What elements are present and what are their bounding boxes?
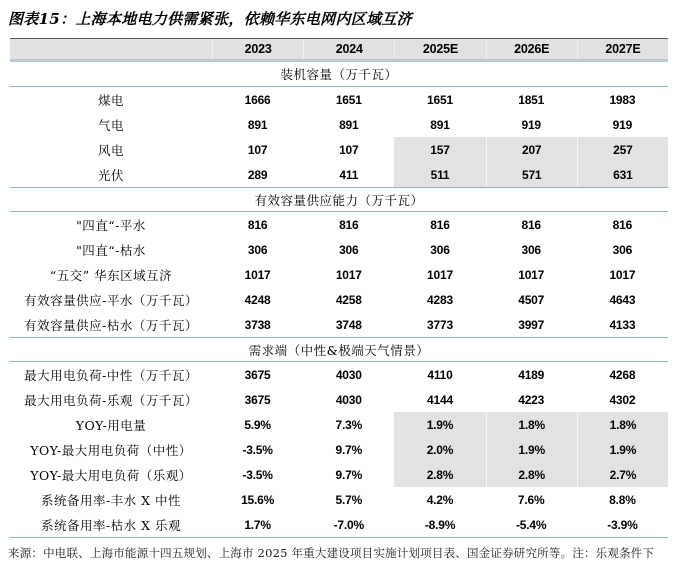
value-cell: 1666 (244, 92, 271, 107)
value-cell: 1.9% (394, 412, 485, 437)
row-label: YOY-最大用电负荷（乐观） (30, 467, 192, 483)
value-cell: -3.9% (607, 517, 638, 532)
value-cell: 1.9% (486, 437, 577, 462)
report-figure (0, 8, 694, 561)
value-cell: 1017 (609, 267, 636, 282)
table-row (10, 287, 668, 312)
value-cell: 4110 (427, 367, 453, 382)
table-row (10, 262, 668, 287)
table-row (10, 137, 668, 162)
value-cell: 9.7% (335, 467, 363, 482)
column-header-2026e: 2026E (486, 39, 577, 59)
value-cell: 257 (577, 137, 668, 162)
value-cell: 816 (612, 217, 633, 232)
table-row (10, 437, 668, 462)
value-cell: 5.9% (244, 417, 271, 432)
value-cell: 4258 (335, 292, 362, 307)
value-cell: 3773 (427, 317, 453, 332)
value-cell: 1.8% (577, 412, 668, 437)
column-header-2023: 2023 (212, 39, 303, 59)
value-cell: 816 (247, 217, 268, 232)
column-header-2024: 2024 (303, 39, 394, 59)
figure-title: 图表15：上海本地电力供需紧张，依赖华东电网内区域互济 (8, 10, 412, 28)
value-cell: 1017 (427, 267, 453, 282)
value-cell: 1651 (335, 92, 362, 107)
value-cell: 816 (430, 217, 450, 232)
value-cell: 4030 (335, 367, 362, 382)
value-cell: 15.6% (241, 492, 275, 507)
value-cell: 306 (521, 242, 541, 257)
table-row (10, 412, 668, 437)
section-header: 装机容量（万千瓦） (10, 62, 668, 87)
table-row (10, 112, 668, 137)
value-cell: 2.8% (394, 462, 485, 487)
value-cell: 411 (339, 167, 359, 182)
value-cell: 2.0% (394, 437, 485, 462)
value-cell: 4223 (518, 392, 545, 407)
value-cell: 1017 (244, 267, 271, 282)
value-cell: 4144 (427, 392, 453, 407)
value-cell: 306 (339, 242, 359, 257)
section-header: 需求端（中性&极端天气情景） (10, 337, 668, 362)
value-cell: 919 (612, 117, 633, 132)
table-row (10, 512, 668, 537)
value-cell: 3997 (518, 317, 545, 332)
value-cell: 511 (394, 162, 485, 187)
table-body (10, 62, 668, 537)
value-cell: 1.9% (577, 437, 668, 462)
value-cell: 306 (430, 242, 450, 257)
row-label: YOY-用电量 (75, 417, 147, 433)
row-label: 系统备用率-枯水 X 乐观 (40, 517, 182, 533)
value-cell: 1651 (427, 92, 453, 107)
value-cell: 3748 (335, 317, 362, 332)
row-label: 系统备用率-丰水 X 中性 (40, 492, 182, 508)
value-cell: 4643 (609, 292, 636, 307)
row-label: “五交” 华东区域互济 (49, 267, 173, 283)
value-cell: 1.8% (486, 412, 577, 437)
row-label: 最大用电负荷-中性（万千瓦） (24, 367, 198, 383)
value-cell: 2.8% (486, 462, 577, 487)
table-row (10, 312, 668, 337)
row-label: 气电 (97, 117, 124, 133)
row-label: 光伏 (97, 167, 124, 183)
value-cell: 2.7% (577, 462, 668, 487)
table-row (10, 462, 668, 487)
value-cell: 891 (247, 117, 268, 132)
row-label: YOY-最大用电负荷（中性） (30, 442, 192, 458)
value-cell: 3675 (244, 392, 271, 407)
value-cell: 4268 (609, 367, 636, 382)
value-cell: -3.5% (242, 442, 273, 457)
row-label: 最大用电负荷-乐观（万千瓦） (24, 392, 198, 408)
value-cell: 816 (339, 217, 359, 232)
table-header-row (10, 38, 668, 62)
row-label: "四直“-枯水 (76, 242, 146, 258)
value-cell: 4248 (244, 292, 271, 307)
value-cell: 1851 (518, 92, 545, 107)
value-cell: 306 (247, 242, 268, 257)
section-header: 有效容量供应能力（万千瓦） (10, 187, 668, 212)
value-cell: 4283 (427, 292, 453, 307)
value-cell: 5.7% (335, 492, 363, 507)
value-cell: 4189 (518, 367, 545, 382)
table-row (10, 212, 668, 237)
value-cell: 107 (339, 142, 359, 157)
column-header-2025e: 2025E (394, 39, 485, 59)
value-cell: 891 (339, 117, 359, 132)
source-note: 来源：中电联、上海市能源十四五规划、上海市 2025 年重大建设项目实施计划项目表、国金证券研究所等。注：乐观条件下 (8, 546, 655, 560)
value-cell: 4.2% (426, 492, 454, 507)
value-cell: 107 (247, 142, 268, 157)
table-row (10, 387, 668, 412)
value-cell: 816 (521, 217, 541, 232)
value-cell: 1.7% (244, 517, 271, 532)
value-cell: 891 (430, 117, 450, 132)
row-label: 煤电 (97, 92, 124, 108)
row-label: 风电 (97, 142, 124, 158)
value-cell: 4507 (518, 292, 545, 307)
value-cell: 3675 (244, 367, 271, 382)
table-row (10, 237, 668, 262)
column-header-2027e: 2027E (577, 39, 668, 59)
table-row (10, 87, 668, 112)
value-cell: 7.3% (335, 417, 363, 432)
value-cell: 4030 (335, 392, 362, 407)
value-cell: 919 (521, 117, 541, 132)
table-row (10, 162, 668, 187)
value-cell: -3.5% (242, 467, 273, 482)
row-label: 有效容量供应-平水（万千瓦） (24, 292, 198, 308)
value-cell: -7.0% (333, 517, 364, 532)
value-cell: 1017 (518, 267, 545, 282)
value-cell: 1983 (609, 92, 636, 107)
value-cell: 9.7% (335, 442, 363, 457)
value-cell: 4302 (609, 392, 636, 407)
value-cell: 289 (247, 167, 268, 182)
table-row (10, 362, 668, 387)
value-cell: 1017 (335, 267, 362, 282)
value-cell: 306 (612, 242, 633, 257)
value-cell: -8.9% (424, 517, 456, 532)
value-cell: 207 (486, 137, 577, 162)
value-cell: 157 (394, 137, 485, 162)
power-supply-demand-table (10, 38, 668, 538)
value-cell: 571 (486, 162, 577, 187)
value-cell: 7.6% (517, 492, 545, 507)
value-cell: 8.8% (609, 492, 636, 507)
column-header-empty (10, 39, 212, 59)
value-cell: 3738 (244, 317, 271, 332)
row-label: 有效容量供应-枯水（万千瓦） (24, 317, 198, 333)
table-row (10, 487, 668, 512)
value-cell: -5.4% (516, 517, 547, 532)
value-cell: 631 (577, 162, 668, 187)
row-label: "四直“-平水 (76, 217, 146, 233)
value-cell: 4133 (609, 317, 636, 332)
